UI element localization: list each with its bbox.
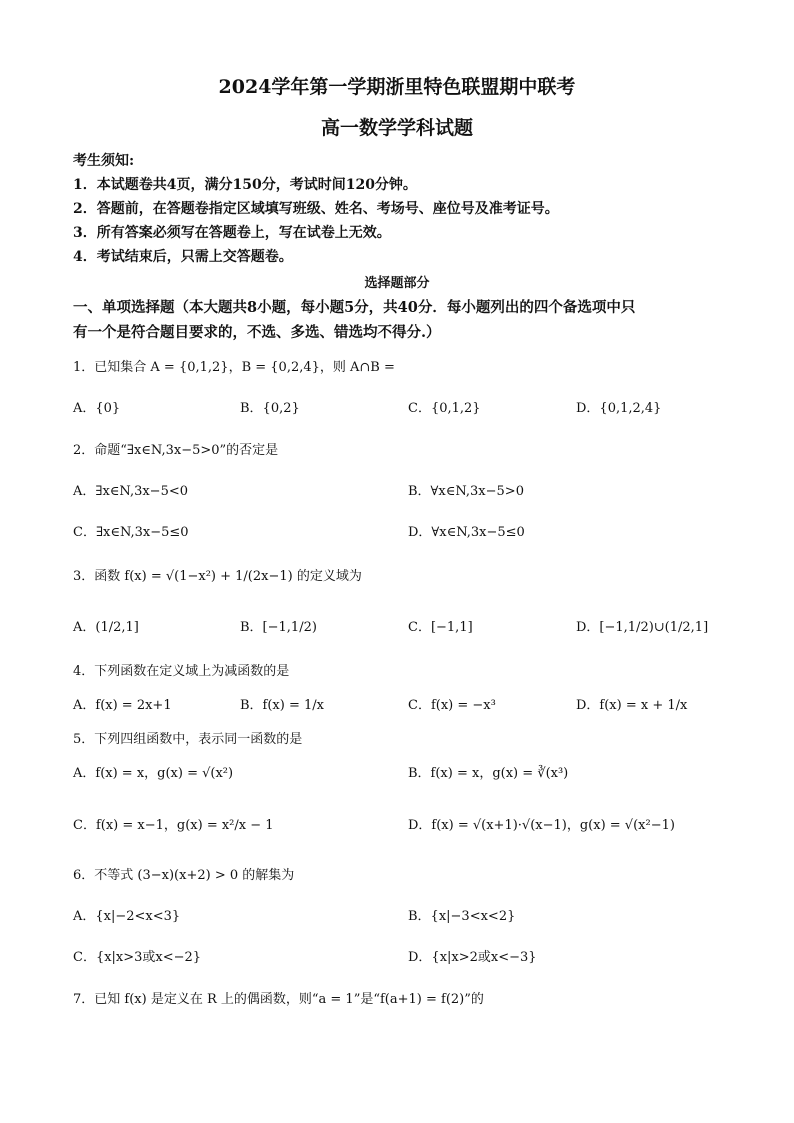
part-instructions-line2: 有一个是符合题目要求的，不选、多选、错选均不得分.）	[73, 324, 441, 341]
question-2-option-b: B．∀x∈N,3x−5>0	[408, 484, 524, 499]
question-5-option-b: B．f(x) = x，g(x) = ∛(x³)	[408, 766, 569, 781]
question-4-option-a: A．f(x) = 2x+1	[73, 698, 172, 713]
question-3-option-c: C．[−1,1]	[408, 620, 473, 635]
question-1-stem: 1．已知集合 A = {0,1,2}，B = {0,2,4}，则 A∩B =	[73, 360, 395, 375]
notice-item: 2．答题前，在答题卷指定区域填写班级、姓名、考场号、座位号及准考证号。	[73, 201, 559, 217]
notice-item: 4．考试结束后，只需上交答题卷。	[73, 249, 293, 265]
question-2-option-d: D．∀x∈N,3x−5≤0	[408, 525, 525, 540]
question-4-option-c: C．f(x) = −x³	[408, 698, 496, 713]
question-1-option-c: C．{0,1,2}	[408, 401, 481, 416]
part-instructions-line1: 一、单项选择题（本大题共8小题，每小题5分，共40分．每小题列出的四个备选项中只	[73, 299, 636, 316]
exam-subtitle: 高一数学学科试题	[320, 117, 473, 139]
question-6-option-b: B．{x|−3<x<2}	[408, 909, 516, 924]
question-5-option-d: D．f(x) = √(x+1)·√(x−1)，g(x) = √(x²−1)	[408, 818, 675, 833]
notice-item: 3．所有答案必须写在答题卷上，写在试卷上无效。	[73, 225, 391, 241]
question-3-option-b: B．[−1,1/2)	[240, 620, 317, 635]
question-6-option-d: D．{x|x>2或x<−3}	[408, 950, 537, 965]
question-4-stem: 4．下列函数在定义域上为减函数的是	[73, 664, 290, 679]
question-3-stem: 3．函数 f(x) = √(1−x²) + 1/(2x−1) 的定义域为	[73, 569, 362, 584]
exam-title: 2024学年第一学期浙里特色联盟期中联考	[218, 76, 576, 98]
section-heading: 选择题部分	[364, 276, 430, 291]
question-1-option-b: B．{0,2}	[240, 401, 300, 416]
question-4-option-d: D．f(x) = x + 1/x	[576, 698, 688, 713]
notice-item: 1．本试题卷共4页，满分150分，考试时间120分钟。	[73, 177, 417, 193]
question-4-option-b: B．f(x) = 1/x	[240, 698, 324, 713]
question-6-option-c: C．{x|x>3或x<−2}	[73, 950, 202, 965]
question-1-option-d: D．{0,1,2,4}	[576, 401, 662, 416]
notice-heading: 考生须知:	[73, 153, 135, 169]
question-2-option-a: A．∃x∈N,3x−5<0	[73, 484, 189, 499]
question-3-option-d: D．[−1,1/2)∪(1/2,1]	[576, 620, 709, 635]
question-7-stem: 7．已知 f(x) 是定义在 R 上的偶函数，则“a = 1”是“f(a+1) = f(2)”的	[73, 992, 484, 1007]
question-2-option-c: C．∃x∈N,3x−5≤0	[73, 525, 189, 540]
question-1-option-a: A．{0}	[73, 401, 121, 416]
question-2-stem: 2．命题“∃x∈N,3x−5>0”的否定是	[73, 443, 279, 458]
question-5-stem: 5．下列四组函数中，表示同一函数的是	[73, 732, 303, 747]
question-5-option-c: C．f(x) = x−1，g(x) = x²/x − 1	[73, 818, 274, 833]
question-6-option-a: A．{x|−2<x<3}	[73, 909, 181, 924]
question-6-stem: 6．不等式 (3−x)(x+2) > 0 的解集为	[73, 868, 295, 883]
question-5-option-a: A．f(x) = x，g(x) = √(x²)	[73, 766, 234, 781]
question-3-option-a: A．(1/2,1]	[73, 620, 139, 635]
